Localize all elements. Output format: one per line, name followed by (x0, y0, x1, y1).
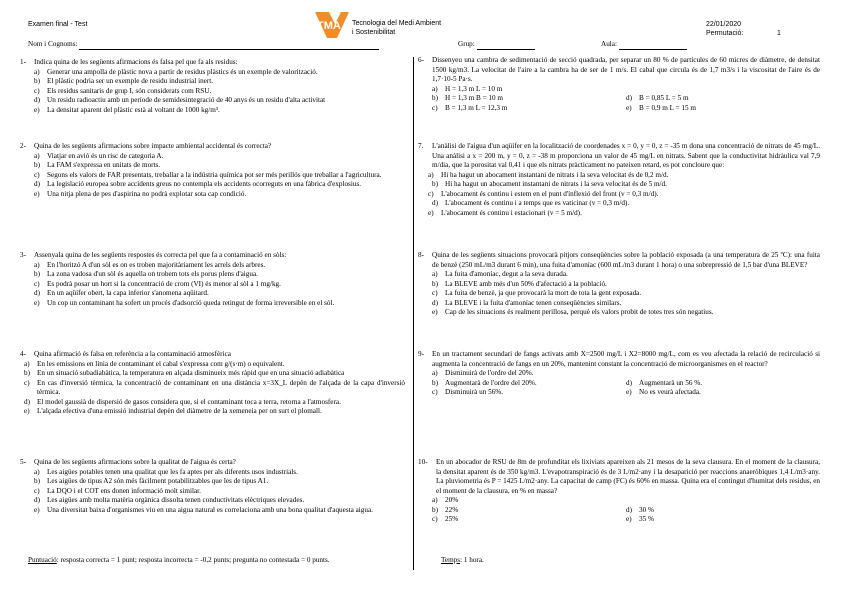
option-row (418, 496, 820, 506)
option[interactable]: e) L'abocament és continu i estacionari (v = 5 m/d). (428, 208, 582, 217)
question-2: 2- Quina de les següents afirmacions sobre impacte ambiental accidental és correcta? a) Viatjar en avió és un risc de categoria A. b) La FAM s'expressa en unitats de morts. c) Segons els valors de FAR presentats, treballar a la indústria química pot ser més perillós que treballar a l'agricultura. d) La legislació europea sobre accidents greus no contempla els accidents ocorreguts en una fàbrica d'explosius. e) Una nitja plena de pes d'aspirina no podrà explotar sota cap condició. (20, 142, 405, 199)
option-row (418, 515, 820, 525)
question-6: 6- Dissenyeu una cambra de sedimentació de secció quadrada, per separar un 80 % de partícules de 60 micres de diàmetre, de densitat 1500 kg/m3. La velocitat de l'aire a la cambra ha de ser de 1 m/s. El cabal que circula és de 1,7 m3/s i la viscositat de l'aire és de 1,7·10-5 Pa·s. a) H = 1,3 m L = 10 m b) H = 1,3 m B = 10 m d) B = 0,85 L = 5 m c) B = 1,3 m L = 12,3 m e) B = 0,9 m L = 15 m (418, 56, 820, 112)
option[interactable]: e) No es veurà afectada. (626, 388, 701, 396)
option[interactable]: a) H = 1,3 m L = 10 m (432, 84, 503, 93)
option[interactable]: c) 25% (432, 515, 459, 523)
option[interactable]: d) El model gaussià de dispersió de gasos considera que, si el contaminant toca a terra, retorna a l'atmosfera. (24, 397, 341, 406)
option[interactable]: c) Es podrà posar un hort si la concentració de crom (VI) és menor al sòl a 1 mg/kg. (34, 279, 281, 288)
option-row (418, 94, 820, 104)
option[interactable]: a) En les emissions en línia de contaminant el cabal s'expressa com g/(s·m) o equivalent. (24, 359, 285, 368)
option[interactable]: b) El plàstic podria ser un exemple de residu industrial inert. (34, 77, 214, 85)
option[interactable]: a) Generar una ampolla de plàstic nova a partir de residus plàstics és un exemple de valorització. (34, 67, 318, 76)
option[interactable]: e) 35 % (626, 515, 654, 523)
room-label: Aula: (601, 40, 617, 48)
option[interactable]: c) B = 1,3 m L = 12,3 m (432, 103, 508, 112)
time-text: : 1 hora. (460, 556, 484, 564)
option[interactable]: b) La BLEVE amb més d'un 50% d'afectació a la població. (432, 279, 607, 288)
option[interactable]: a) 20% (432, 496, 459, 504)
option[interactable]: e) Un cop un contaminant ha sofert un procés d'adsorció queda retingut de forma irreversible en el sòl. (34, 298, 335, 307)
option[interactable]: d) Augmentarà un 56 %. (626, 378, 703, 387)
option[interactable]: d) Un residu radioactiu amb un període de semidesintegració de 40 anys és un residu d'alta activitat (34, 96, 326, 104)
option[interactable]: b) Augmentarà de l'ordre del 20%. (432, 378, 537, 387)
time-note (441, 556, 484, 566)
option[interactable]: d) Les aigües amb molta matèria orgànica dissolta tenen conductivitats elèctriques elevades. (34, 496, 305, 504)
option[interactable]: a) Viatjar en avió és un risc de categoria A. (34, 151, 164, 160)
option[interactable]: c) En cas d'inversió tèrmica, la concentració de contaminant en una distància x=3X_L depèn de l'alçada de la capa d'inversió tèrmica. (24, 378, 405, 396)
course-title: Tecnologia del Medi Ambient (352, 20, 442, 27)
group-label: Grup: (458, 40, 475, 48)
option[interactable]: c) La DQO i el COT ens donen informació molt similar. (34, 486, 201, 495)
column-divider (413, 57, 414, 570)
option[interactable]: b) En un situació subadiabàtica, la temperatura en alçada disminueix més ràpid que en una situació adiabàtica (24, 369, 345, 377)
permutation-label: Permutació: (706, 30, 744, 37)
option[interactable]: c) Disminuirà un 56%. (432, 388, 504, 396)
question-9: 9- En un tractament secundari de fangs activats amb X=2500 mg/L i X2=8000 mg/L, com es veu afectada la relació de recirculació si augmenta la concentració de fangs en un 20%, mantenint constant la concentració de microorganismes en el reactor? a) Disminuirà de l'ordre del 20%. b) Augmentarà de l'ordre del 20%. d) Augmentarà un 56 %. c) Disminuirà un 56%. e) No es veurà afectada. (418, 350, 820, 396)
option[interactable]: e) La densitat aparent del plàstic està al voltant de 1000 kg/m³. (34, 105, 220, 114)
option[interactable]: c) L'abocament és continu i estem en el punt d'inflexió del front (v = 0,3 m/d). (428, 189, 659, 198)
name-label: Nom i Cognoms: (28, 40, 78, 48)
option[interactable]: d) En un aqüífer obert, la capa inferior s'anomena aqüitard. (34, 289, 209, 297)
permutation-value: 1 (777, 30, 781, 37)
option[interactable]: a) Disminuirà de l'ordre del 20%. (432, 369, 534, 377)
option[interactable]: d) La BLEVE i la fuita d'amoníac tenen conseqüències similars. (432, 298, 622, 307)
option[interactable]: b) Les aigües de tipus A2 són més fàcilment potabilitzables que les de tipus A1. (34, 477, 269, 485)
option[interactable]: a) Les aigües potables tenen una qualitat que les fa aptes per als diferents usos industrials. (34, 467, 298, 476)
option-row (418, 369, 820, 379)
option[interactable]: e) Una nitja plena de pes d'aspirina no podrà explotar sota cap condició. (34, 189, 247, 198)
option[interactable]: b) La zona vadosa d'un sòl és aquella on trobem tots els porus plens d'aigua. (34, 270, 258, 278)
option[interactable]: e) Una diversitat baixa d'organismes viu en una aigua natural es correlaciona amb una bona qualitat d'aquesta aigua. (34, 505, 373, 514)
exam-title: Examen final - Test (28, 21, 88, 28)
question-8: 8- Quina de les següents situacions provocarà pitjors conseqüències sobre la població exposada (a una temperatura de 25 ºC): una fuita de benzè (250 mL/m3 durant 6 min), una fuita d'amoníac (600 mL/m3 durant 1 hora) o una sobrepressió de 1,5 bar d'una BLEVE? a) La fuita d'amoníac, degut a la seva durada. b) La BLEVE amb més d'un 50% d'afectació a la població. c) La fuita de benzè, ja que provocarà la mort de tota la gent exposada. d) La BLEVE i la fuita d'amoníac tenen conseqüències similars. e) Cap de les situacions és realment perillosa, perquè els valors probit de totes tres són negatius. (418, 251, 820, 316)
option[interactable]: e) L'alçada efectiva d'una emissió industrial depèn del diàmetre de la xemeneia per on surt el plomall. (24, 407, 322, 415)
option[interactable]: c) Segons els valors de FAR presentats, treballar a la indústria química pot ser més perillós que treballar a l'agricultura. (34, 170, 382, 179)
option[interactable]: d) B = 0,85 L = 5 m (626, 94, 689, 102)
option[interactable]: a) La fuita d'amoníac, degut a la seva durada. (432, 270, 568, 278)
option[interactable]: b) La FAM s'expressa en unitats de morts. (34, 161, 161, 169)
scoring-note (28, 556, 330, 566)
exam-date: 22/01/2020 (706, 21, 742, 28)
option[interactable]: d) 30 % (626, 505, 654, 514)
option[interactable]: b) Hi ha hagut un abocament instantani de nitrats i la seva velocitat és de 5 m/d. (432, 180, 667, 188)
name-field[interactable] (79, 42, 379, 50)
option[interactable]: b) 22% (432, 505, 459, 514)
question-10: 10- En un abocador de RSU de 8m de profunditat els lixiviats apareixen als 21 mesos de la seva clausura. En el moment de la clausura, la densitat aparent és de 350 kg/m3. L'evapotranspiració és de 3 L/m2·any i la desaparició per reaccions anaeròbiques 1,4 L/m3·any. La pluviometria és P = 1425 L/m2·any. La capacitat de camp (FC) és 60% en massa. Quina era el contingut d'humitat dels residus, en el moment de la clausura, en % en massa? a) 20% b) 22% d) 30 % c) 25% e) 35 % (418, 458, 820, 523)
time-label: Temps (441, 556, 461, 564)
room-row (601, 40, 687, 50)
option[interactable]: c) La fuita de benzè, ja que provocarà la mort de tota la gent exposada. (432, 289, 642, 297)
option[interactable]: a) En l'horitzó A d'un sòl es on es troben majoritàriament les arrels dels arbres. (34, 260, 266, 269)
question-3: 3- Assenyala quina de les següents respostes és correcta pel que fa a contaminació en sòls: a) En l'horitzó A d'un sòl es on es troben majoritàriament les arrels dels arbres. b) La zona vadosa d'un sòl és aquella on trobem tots els porus plens d'aigua. c) Es podrà posar un hort si la concentració de crom (VI) és menor al sòl a 1 mg/kg. d) En un aqüífer obert, la capa inferior s'anomena aqüitard. e) Un cop un contaminant ha sofert un procés d'adsorció queda retingut de forma irreversible en el sòl. (20, 251, 405, 308)
logo-text: TMA (317, 20, 341, 32)
question-1: 1- Indica quina de les següents afirmacions és falsa pel que fa als residus: a) Generar una ampolla de plàstic nova a partir de residus plàstics és un exemple de valorització. b) El plàstic podria ser un exemple de residu industrial inert. c) Els residus sanitaris de grup I, són considerats com RSU. d) Un residu radioactiu amb un període de semidesintegració de 40 anys és un residu d'alta activitat e) La densitat aparent del plàstic està al voltant de 1000 kg/m³. (20, 58, 405, 115)
name-row (28, 40, 379, 50)
option[interactable]: b) H = 1,3 m B = 10 m (432, 94, 504, 102)
tma-logo (313, 10, 351, 40)
option-row (418, 506, 820, 516)
option-row (418, 104, 820, 114)
question-4: 4- Quina afirmació és falsa en referència a la contaminació atmosfèrica a) En les emissions en línia de contaminant el cabal s'expressa com g/(s·m) o equivalent. b) En un situació subadiabàtica, la temperatura en alçada disminueix més ràpid que en una situació adiabàtica c) En cas d'inversió tèrmica, la concentració de contaminant en una distància x=3X_L depèn de l'alçada de la capa d'inversió tèrmica. d) El model gaussià de dispersió de gasos considera que, si el contaminant toca a terra, retorna a l'atmosfera. e) L'alçada efectiva d'una emissió industrial depèn del diàmetre de la xemeneia per on surt el plomall. (20, 350, 405, 415)
scoring-label: Puntuació (28, 556, 57, 564)
option[interactable]: e) B = 0,9 m L = 15 m (626, 103, 696, 112)
room-field[interactable] (619, 42, 687, 50)
option-row (418, 85, 820, 95)
option[interactable]: e) Cap de les situacions és realment perillosa, perquè els valors probit de totes tres són negatius. (432, 308, 714, 316)
scoring-text: : resposta correcta = 1 punt; resposta incorrecta = -0,2 punts; pregunta no contestada = 0 punts. (56, 556, 330, 564)
option[interactable]: d) La legislació europea sobre accidents greus no contempla els accidents ocorreguts en una fàbrica d'explosius. (34, 180, 362, 188)
group-field[interactable] (477, 42, 535, 50)
option-row (418, 379, 820, 389)
course-subtitle: i Sostenibilitat (352, 29, 396, 36)
option[interactable]: a) Hi ha hagut un abocament instantani de nitrats i la seva velocitat és de 0,2 m/d. (428, 170, 669, 179)
question-5: 5- Quina de les següents afirmacions sobre la qualitat de l'aigua és certa? a) Les aigües potables tenen una qualitat que les fa aptes per als diferents usos industrials. b) Les aigües de tipus A2 són més fàcilment potabilitzables que les de tipus A1. c) La DQO i el COT ens donen informació molt similar. d) Les aigües amb molta matèria orgànica dissolta tenen conductivitats elèctriques elevades. e) Una diversitat baixa d'organismes viu en una aigua natural es correlaciona amb una bona qualitat d'aquesta aigua. (20, 458, 405, 515)
option[interactable]: c) Els residus sanitaris de grup I, són considerats com RSU. (34, 86, 212, 95)
question-7: 7. L'anàlisi de l'aigua d'un aqüífer en la localització de coordenades x = 0, y = 0, z = -35 m dona una concentració de nitrats de 45 mg/L. Una anàlisi a x = 200 m, y = 0, z = -38 m proporciona un valor de 45 mg/L en nitrats. Sabent que la conductivitat hidràulica val 7,9 m/dia, que la porositat val 0,41 i que els nitrats pràcticament no pateixen retard, es pot concloure que: a) Hi ha hagut un abocament instantani de nitrats i la seva velocitat és de 0,2 m/d. b) Hi ha hagut un abocament instantani de nitrats i la seva velocitat és de 5 m/d. c) L'abocament és continu i estem en el punt d'inflexió del front (v = 0,3 m/d). d) L'abocament és continu i a temps que es vaticinar (v = 0,3 m/d). e) L'abocament és continu i estacionari (v = 5 m/d). (418, 142, 820, 217)
group-row (458, 40, 535, 50)
option-row (418, 388, 820, 398)
option[interactable]: d) L'abocament és continu i a temps que es vaticinar (v = 0,3 m/d). (432, 199, 630, 207)
